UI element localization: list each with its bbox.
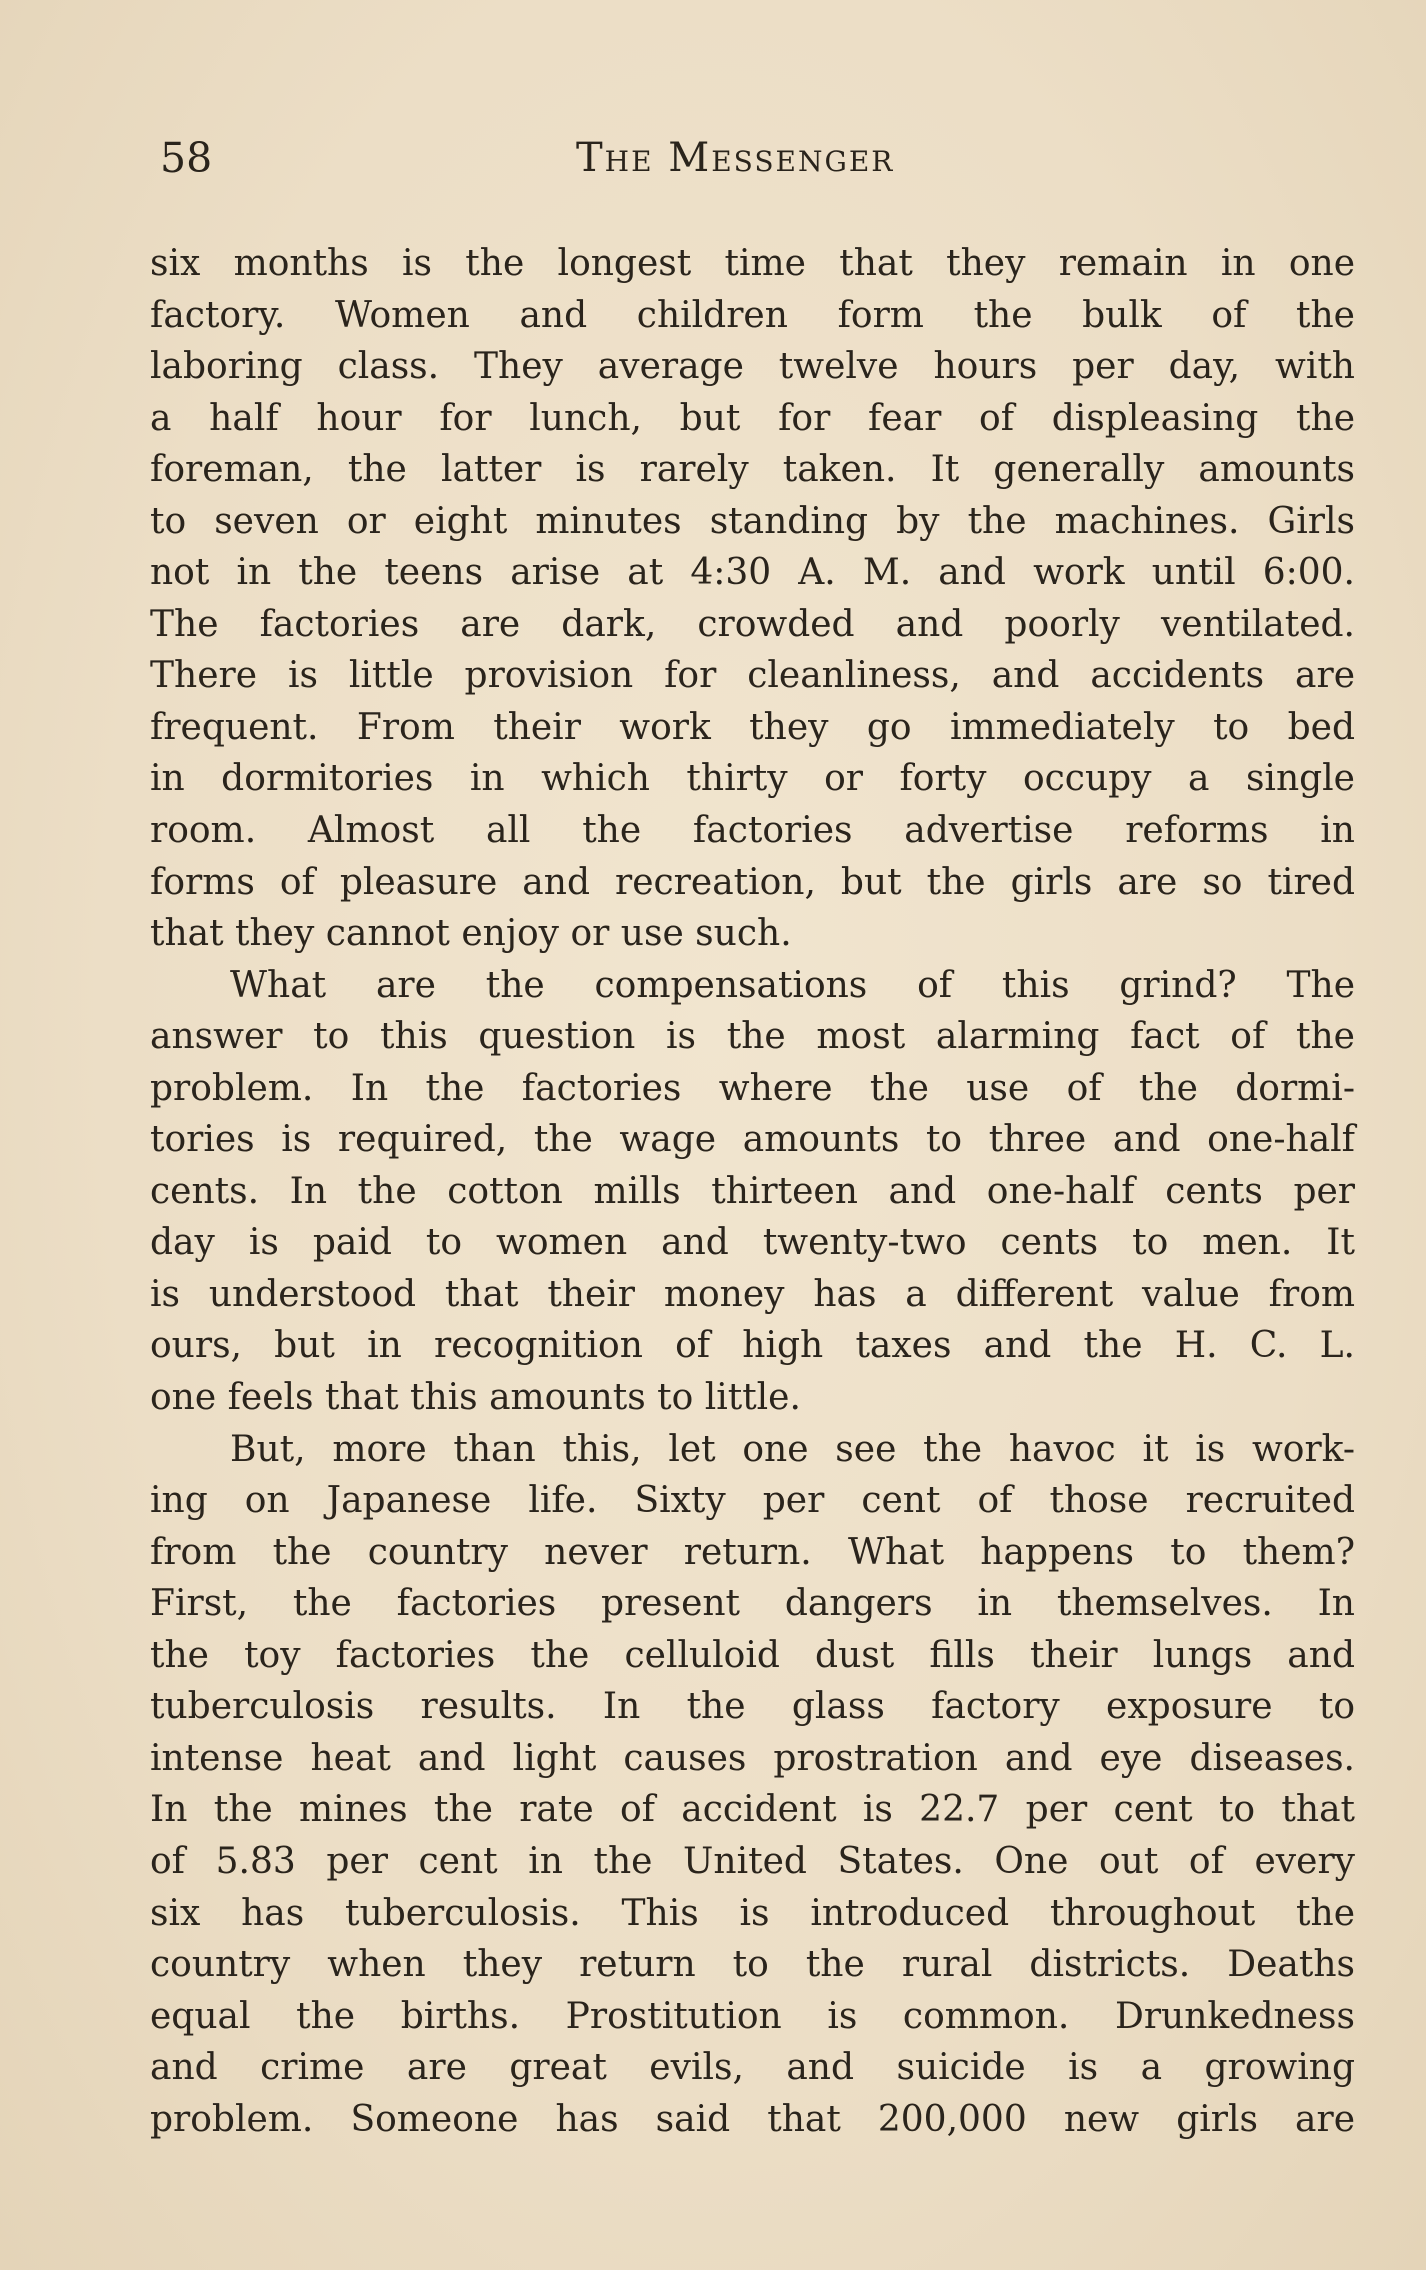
journal-title: The Messenger [576,135,895,181]
text-line: room. Almost all the factories advertise reforms in [150,810,1355,852]
text-line: There is little provision for cleanliness, and accidents are [150,655,1355,697]
text-line: intense heat and light causes prostration and eye diseases. [150,1737,1355,1779]
text-line: problem. In the factories where the use of the dormi- [150,1067,1355,1109]
text-line: cents. In the cotton mills thirteen and one-half cents per [150,1170,1355,1212]
paragraph-2 [150,960,1355,1424]
text-line: the toy factories the celluloid dust fills their lungs and [150,1634,1355,1676]
text-line: and crime are great evils, and suicide is a growing [150,2047,1355,2089]
text-line: in dormitories in which thirty or forty occupy a single [150,758,1355,800]
text-line: laboring class. They average twelve hours per day, with [150,346,1355,388]
text-line: day is paid to women and twenty-two cents to men. It [150,1222,1355,1264]
running-head [160,128,1360,188]
text-line: forms of pleasure and recreation, but the girls are so tired [150,861,1355,903]
text-line: frequent. From their work they go immediately to bed [150,706,1355,748]
text-line: country when they return to the rural districts. Deaths [150,1944,1355,1986]
text-line: of 5.83 per cent in the United States. One out of every [150,1840,1355,1882]
text-line: that they cannot enjoy or use such. [150,913,792,955]
text-line: answer to this question is the most alarming fact of the [150,1016,1355,1058]
text-line: tories is required, the wage amounts to three and one-half [150,1119,1355,1161]
text-line: The factories are dark, crowded and poorly ventilated. [150,603,1355,645]
text-line: problem. Someone has said that 200,000 new girls are [150,2098,1355,2140]
text-line: not in the teens arise at 4:30 A. M. and work until 6:00. [150,552,1355,594]
text-line: tuberculosis results. In the glass factory exposure to [150,1686,1355,1728]
text-line: from the country never return. What happens to them? [150,1531,1355,1573]
text-line: six has tuberculosis. This is introduced throughout the [150,1892,1355,1934]
text-line: six months is the longest time that they remain in one [150,243,1355,284]
text-line: In the mines the rate of accident is 22.7 per cent to that [150,1789,1355,1831]
text-line: First, the factories present dangers in themselves. In [150,1583,1355,1625]
text-line: a half hour for lunch, but for fear of displeasing the [150,397,1355,439]
text-line: equal the births. Prostitution is common. Drunkedness [150,1995,1355,2037]
text-line: What are the compensations of this grind? The [230,964,1355,1006]
text-line: one feels that this amounts to little. [150,1377,801,1419]
text-line: ours, but in recognition of high taxes and the H. C. L. [150,1325,1355,1367]
text-line: foreman, the latter is rarely taken. It generally amounts [150,449,1355,491]
body-text [150,238,1355,2145]
page-number: 58 [160,134,213,182]
paragraph-3 [150,1424,1355,2146]
text-line: But, more than this, let one see the havoc it is work- [230,1428,1355,1470]
text-line: to seven or eight minutes standing by the machines. Girls [150,500,1355,542]
text-line: is understood that their money has a different value from [150,1273,1355,1315]
paragraph-1 [150,238,1355,960]
text-line: ing on Japanese life. Sixty per cent of those recruited [150,1480,1355,1522]
text-line: factory. Women and children form the bulk of the [150,294,1355,336]
